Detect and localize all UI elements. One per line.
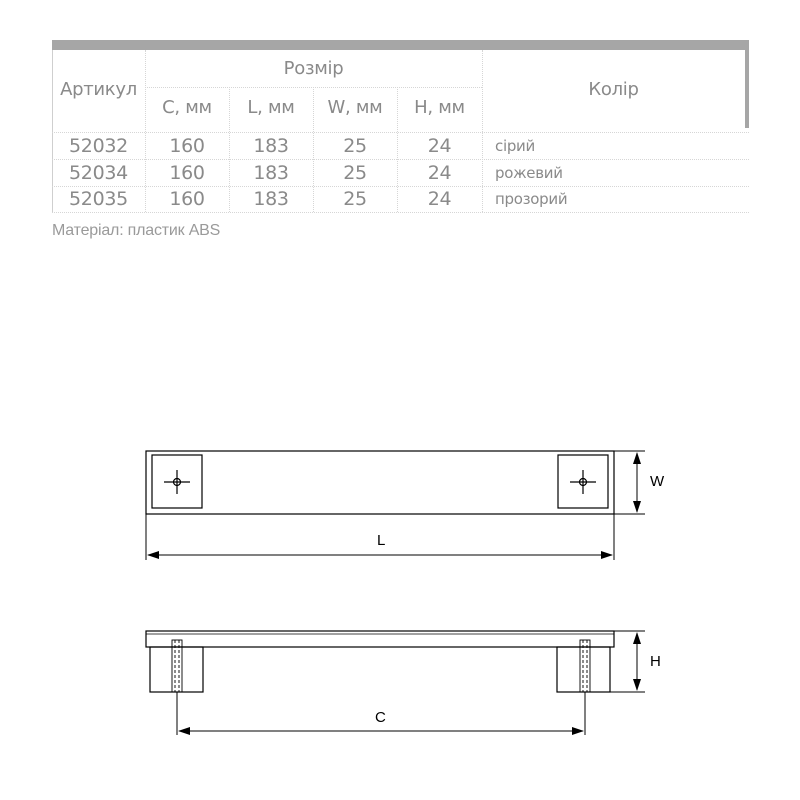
- dim-label-c: C: [375, 709, 386, 726]
- header-w: W, мм: [327, 97, 383, 118]
- material-note: Матеріал: пластик ABS: [52, 222, 221, 239]
- top-view: [146, 451, 614, 514]
- cell-article: 52034: [69, 161, 128, 184]
- cell-c: 160: [169, 134, 205, 157]
- screw-insert-right: [580, 640, 590, 692]
- screw-hole-icon: [164, 470, 190, 494]
- cell-l: 183: [253, 161, 289, 184]
- cell-h: 24: [427, 134, 452, 157]
- side-view: [146, 631, 614, 692]
- leg-right: [557, 647, 610, 692]
- cell-color: сірий: [495, 136, 535, 155]
- header-c: C, мм: [162, 97, 212, 118]
- header-article: Артикул: [60, 78, 137, 100]
- handle-top-outline: [146, 451, 614, 514]
- cell-l: 183: [253, 134, 289, 157]
- screw-insert-left: [172, 640, 182, 692]
- dim-label-w: W: [650, 473, 665, 490]
- header-color: Колір: [588, 78, 639, 100]
- header-size-group: Розмір: [283, 58, 344, 79]
- header-h: H, мм: [414, 97, 465, 118]
- cell-l: 183: [253, 188, 289, 210]
- cell-article: 52032: [69, 134, 128, 157]
- dimension-w: [614, 451, 645, 514]
- cell-c: 160: [169, 161, 205, 184]
- dim-label-l: L: [377, 532, 386, 549]
- cell-color: рожевий: [495, 163, 563, 182]
- cell-color: прозорий: [495, 190, 568, 208]
- cell-article: 52035: [69, 188, 128, 210]
- leg-left: [150, 647, 203, 692]
- cell-w: 25: [343, 161, 367, 184]
- header-l: L, мм: [247, 97, 295, 118]
- cell-h: 24: [427, 161, 452, 184]
- dim-label-h: H: [650, 653, 661, 670]
- dimension-h: [610, 631, 645, 692]
- screw-hole-icon: [570, 470, 596, 494]
- cell-w: 25: [343, 188, 367, 210]
- cell-c: 160: [169, 188, 205, 210]
- cell-w: 25: [343, 134, 367, 157]
- handle-bar-side: [146, 631, 614, 647]
- cell-h: 24: [427, 188, 452, 210]
